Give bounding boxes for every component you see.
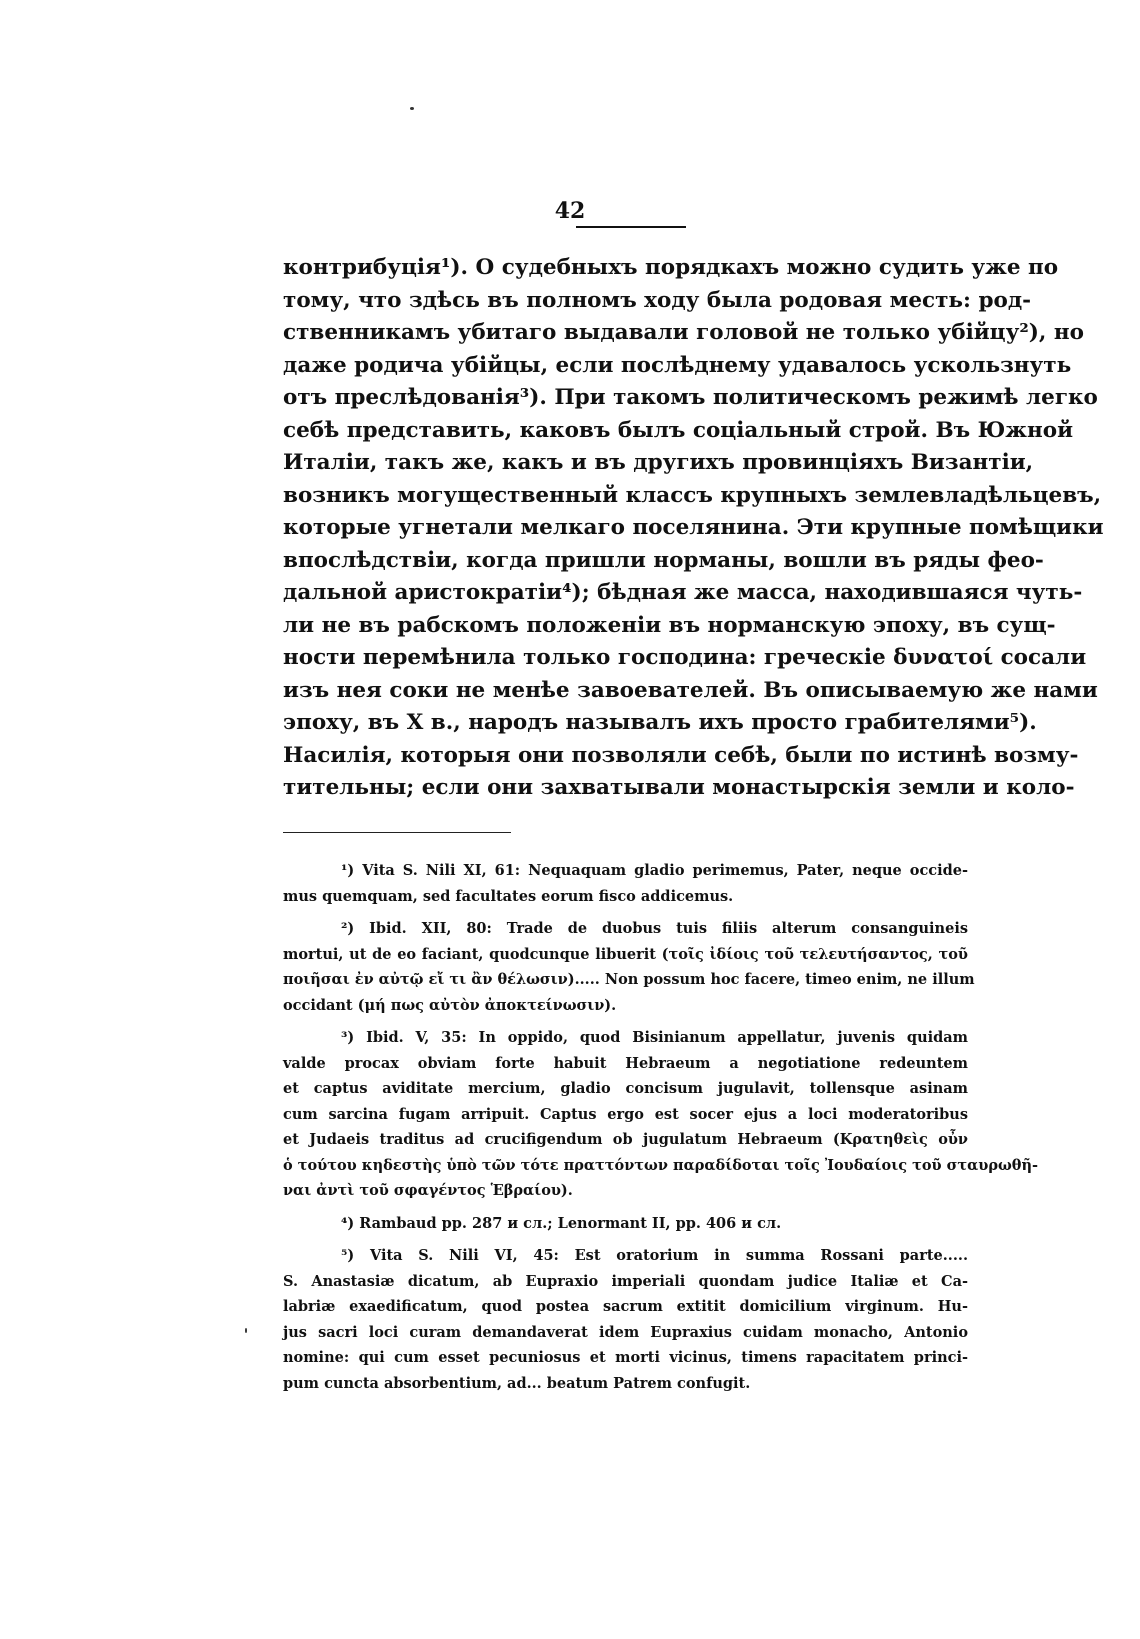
body-line: отъ преслѣдованія³). При такомъ политическомъ режимѣ легко: [283, 385, 1098, 410]
footnote-line: mus quemquam, sed facultates eorum fisco addicemus.: [283, 887, 734, 905]
footnote-line: ²) Ibid. XII, 80: Trade de duobus tuis filiis alterum consanguineis: [341, 920, 968, 937]
footnote-line: labriæ exaedificatum, quod postea sacrum extitit domicilium virginum. Hu-: [283, 1298, 968, 1315]
footnote-line: valde procax obviam forte habuit Hebraeum a negotiatione redeuntem: [283, 1054, 968, 1072]
footnote-line: mortui, ut de eo faciant, quodcunque libuerit (τοῖς ἰδίοις τοῦ τελευτήσαντος, τοῦ: [283, 945, 968, 963]
scan-speck: [410, 107, 414, 110]
footnote-line: jus sacri loci curam demandaverat idem Eupraxius cuidam monacho, Antonio: [283, 1323, 968, 1341]
footnote-3: [283, 1025, 1038, 1204]
body-line: эпоху, въ X в., народъ называлъ ихъ просто грабителями⁵).: [283, 710, 1037, 735]
body-line: тому, что здѣсь въ полномъ ходу была родовая месть: род-: [283, 287, 1032, 313]
footnote-line: pum cuncta absorbentium, ad... beatum Patrem confugit.: [283, 1374, 751, 1392]
body-line: которые угнетали мелкаго поселянина. Эти крупные помѣщики: [283, 515, 1104, 540]
footnote-line: occidant (μή πως αὐτὸν ἀποκτείνωσιν).: [283, 996, 617, 1014]
footnote-line: ὁ τούτου κηδεστὴς ὑπὸ τῶν τότε πραττόντων παραδίδοται τοῖς Ἰουδαίοις τοῦ σταυρωθῆ-: [283, 1156, 1038, 1174]
footnote-line: et captus aviditate mercium, gladio concisum jugulavit, tollensque asinam: [283, 1080, 968, 1097]
footnote-2: [283, 916, 975, 1018]
footnote-line: cum sarcina fugam arripuit. Captus ergo est socer ejus a loci moderatoribus: [283, 1105, 968, 1123]
body-line: тительны; если они захватывали монастырскія земли и коло-: [283, 775, 1075, 800]
body-line: Италіи, такъ же, какъ и въ другихъ провинціяхъ Византіи,: [283, 450, 1034, 475]
scan-speck: [245, 1328, 247, 1333]
body-line: себѣ представить, каковъ былъ соціальный строй. Въ Южной: [283, 417, 1074, 443]
body-line: изъ нея соки не менѣе завоевателей. Въ описываемую же нами: [283, 677, 1098, 703]
footnote-line: ⁴) Rambaud pp. 287 и сл.; Lenormant II, pp. 406 и сл.: [341, 1214, 782, 1232]
footnote-1: [283, 858, 968, 909]
body-line: контрибуція¹). О судебныхъ порядкахъ можно судить уже по: [283, 255, 1059, 280]
body-line: Насилія, которыя они позволяли себѣ, были по истинѣ возму-: [283, 742, 1079, 768]
footnotes: [283, 858, 1038, 1403]
page-number-rule: [576, 226, 686, 228]
footnote-5: [283, 1243, 968, 1396]
footnote-line: ποιῆσαι ἐν αὐτῷ εἴ τι ἂν θέλωσιν)..... Non possum hoc facere, timeo enim, ne illum: [283, 971, 975, 988]
body-line: возникъ могущественный классъ крупныхъ землевладѣльцевъ,: [283, 482, 1102, 508]
footnote-line: ναι ἀντὶ τοῦ σφαγέντος Ἑβραίου).: [283, 1182, 573, 1199]
footnote-separator: [283, 832, 511, 833]
body-text: [283, 252, 1104, 805]
body-line: даже родича убійцы, если послѣднему удавалось ускользнуть: [283, 352, 1072, 378]
page-number: 42: [554, 198, 586, 224]
body-line: ности перемѣнила только господина: греческіе δυνατοί сосали: [283, 645, 1087, 670]
footnote-line: ¹) Vita S. Nili XI, 61: Nequaquam gladio perimemus, Pater, neque occide-: [341, 862, 968, 879]
footnote-line: nomine: qui cum esset pecuniosus et morti vicinus, timens rapacitatem princi-: [283, 1349, 968, 1366]
body-line: дальной аристократіи⁴); бѣдная же масса, находившаяся чуть-: [283, 580, 1083, 605]
body-line: впослѣдствіи, когда пришли норманы, вошли въ ряды фео-: [283, 547, 1044, 573]
footnote-4: [283, 1211, 968, 1237]
body-line: ственникамъ убитаго выдавали головой не только убійцу²), но: [283, 320, 1084, 345]
footnote-line: et Judaeis traditus ad crucifigendum ob jugulatum Hebraeum (Κρατηθεὶς οὖν: [283, 1131, 968, 1148]
footnote-line: S. Anastasiæ dicatum, ab Eupraxio imperiali quondam judice Italiæ et Ca-: [283, 1272, 968, 1290]
footnote-line: ⁵) Vita S. Nili VI, 45: Est oratorium in summa Rossani parte.....: [341, 1247, 968, 1264]
footnote-line: ³) Ibid. V, 35: In oppido, quod Bisinianum appellatur, juvenis quidam: [341, 1029, 968, 1046]
body-line: ли не въ рабскомъ положеніи въ норманскую эпоху, въ сущ-: [283, 612, 1056, 638]
